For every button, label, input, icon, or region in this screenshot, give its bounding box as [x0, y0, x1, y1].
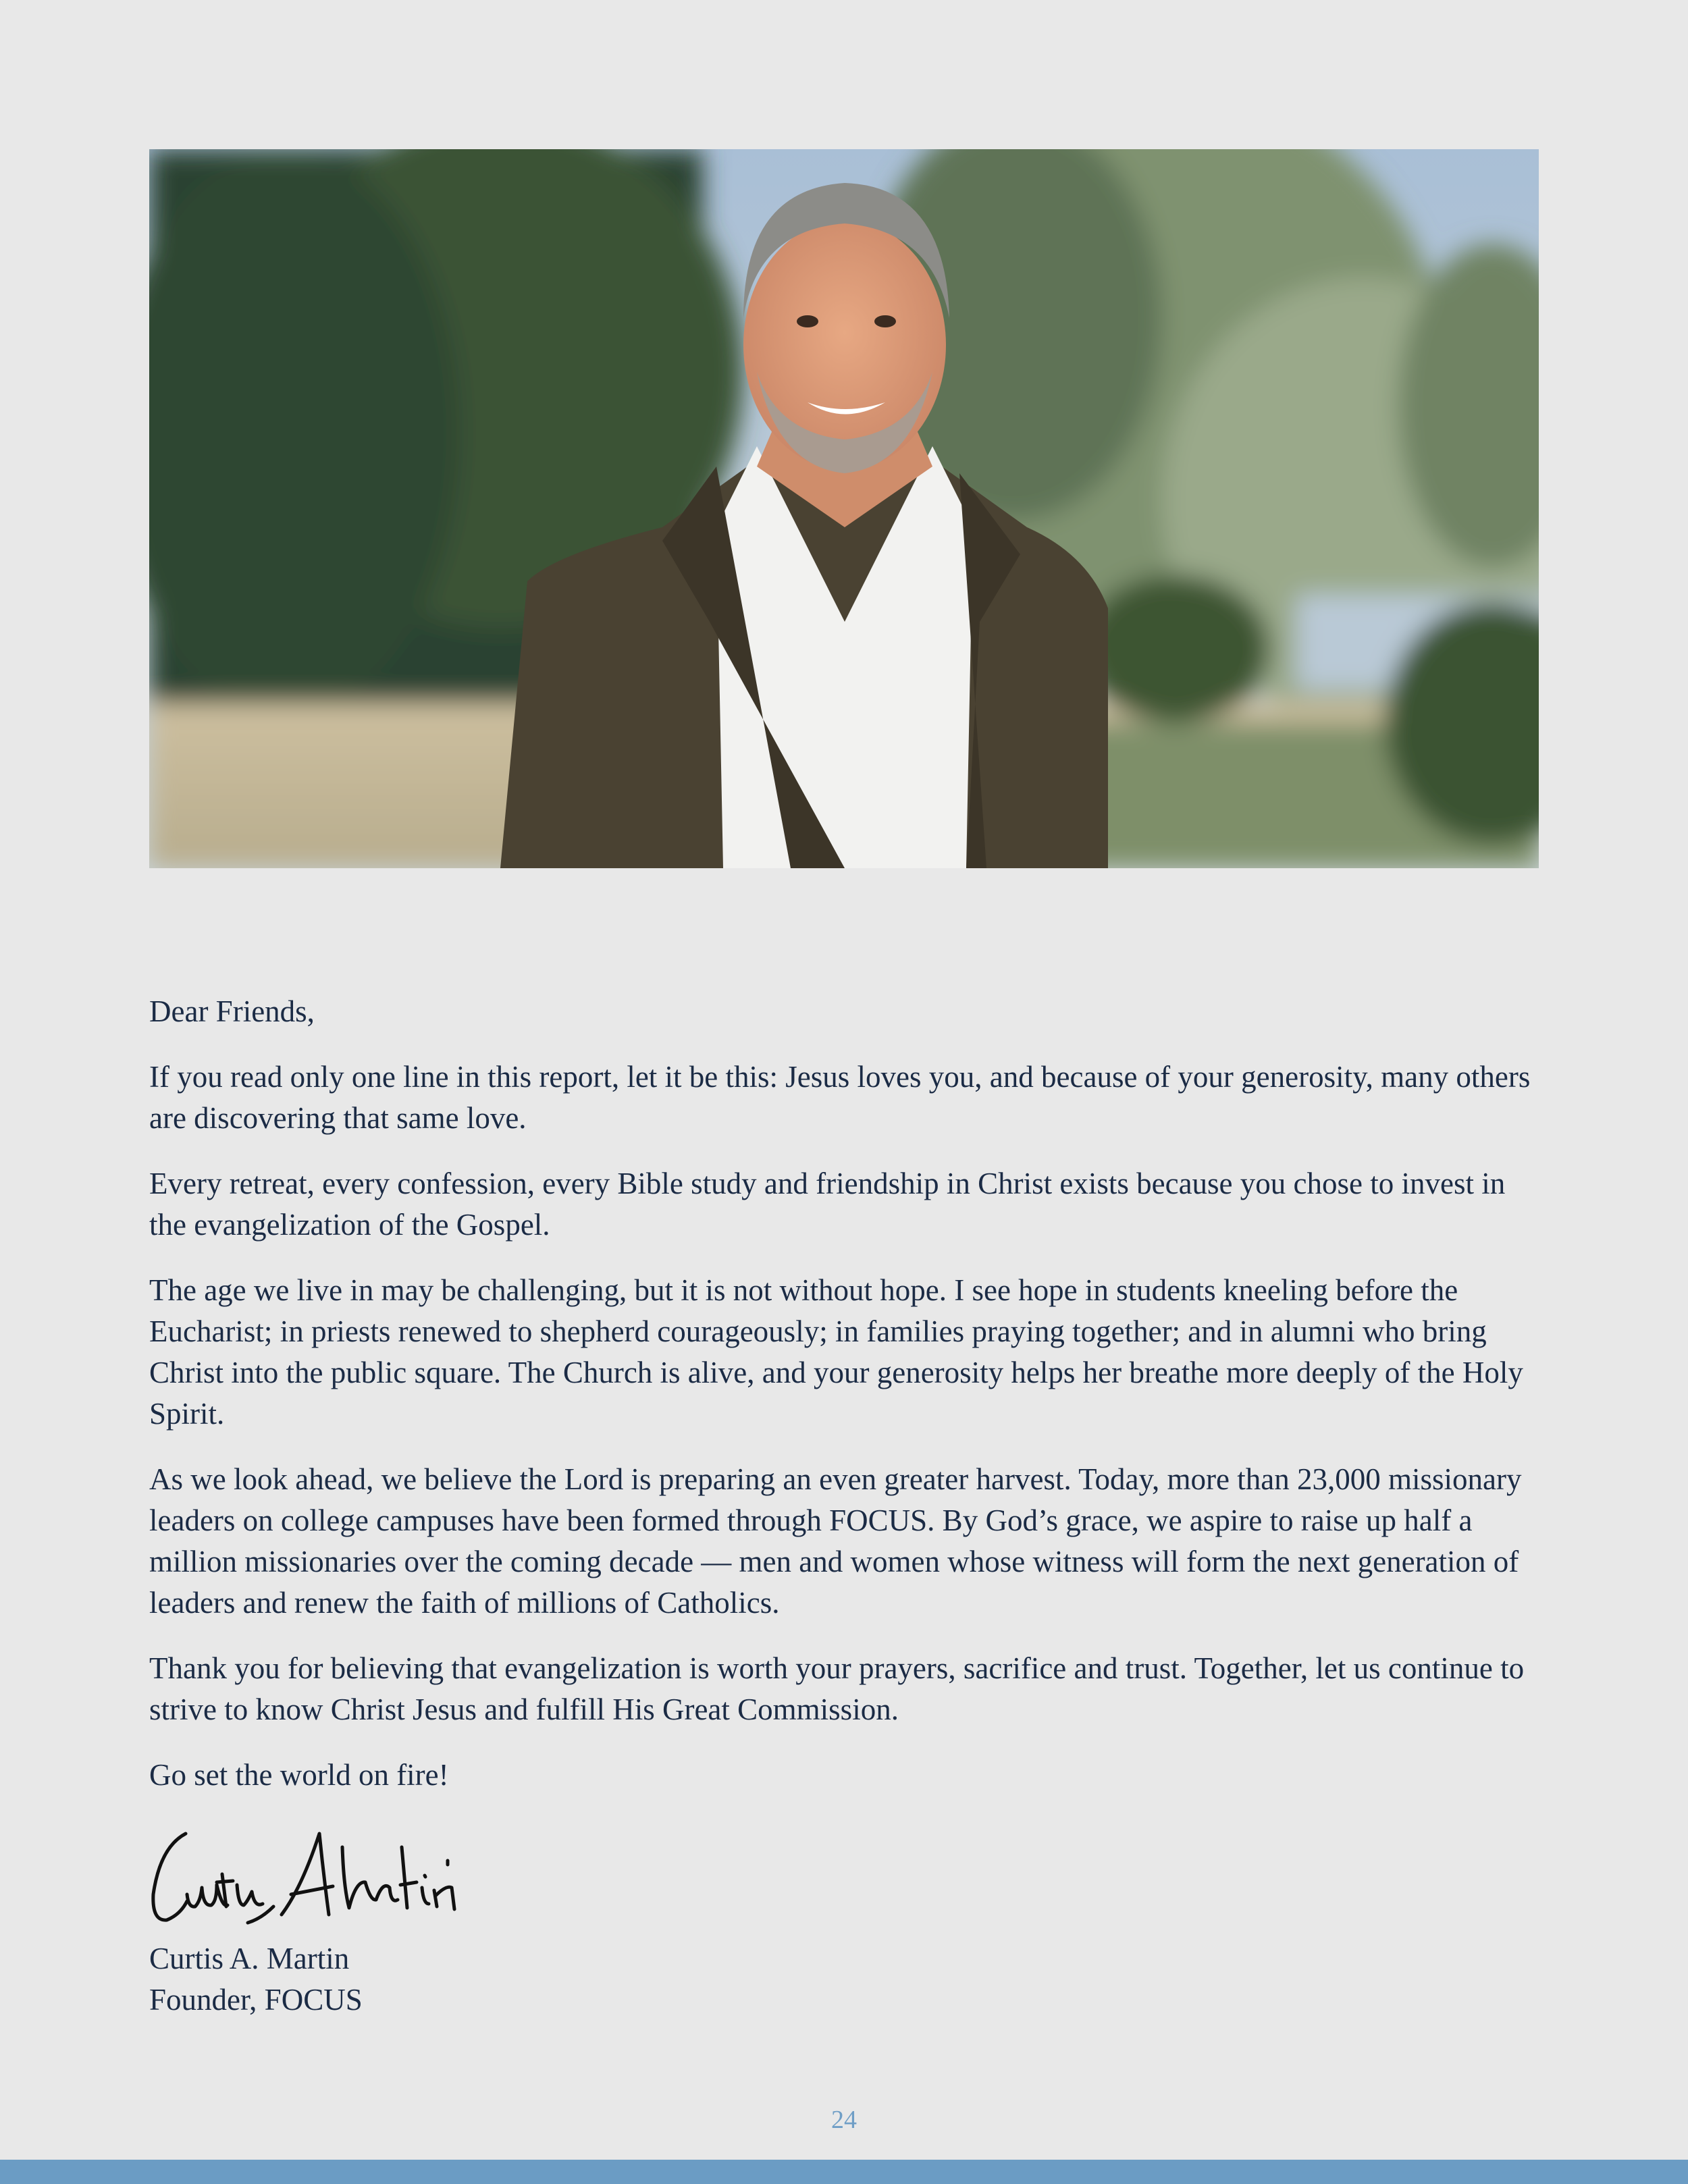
signer-name: Curtis A. Martin	[149, 1942, 350, 1975]
salutation: Dear Friends,	[149, 994, 315, 1028]
letter-paragraph: If you read only one line in this report, let it be this: Jesus loves you, and because of your generosity, many others are discovering that same love.	[149, 1060, 1531, 1135]
page-number: 24	[831, 2106, 857, 2134]
letter-paragraph: Thank you for believing that evangelization is worth your prayers, sacrifice and trust. Together, let us continue to strive to know Christ Jesus and fulfill His Great Commission.	[149, 1651, 1525, 1726]
footer-accent-bar	[0, 2160, 1688, 2184]
signature-image	[147, 1820, 471, 1932]
letter-paragraph: The age we live in may be challenging, but it is not without hope. I see hope in students kneeling before the Eucharist; in priests renewed to shepherd courageously; in families praying together; and in alumni who bring Christ into the public square. The Church is alive, and your generosity helps her breathe more deeply of the Holy Spirit.	[149, 1273, 1523, 1431]
closing-line: Go set the world on fire!	[149, 1758, 449, 1792]
letter-body	[149, 991, 1540, 2021]
letter-paragraph: As we look ahead, we believe the Lord is preparing an even greater harvest. Today, more than 23,000 missionary leaders on college campuses have been formed through FOCUS. By God’s grace, we aspire to raise up half a million missionaries over the coming decade — men and women whose witness will form the next generation of leaders and renew the faith of millions of Catholics.	[149, 1462, 1522, 1620]
portrait-photo	[149, 149, 1539, 868]
letter-paragraph: Every retreat, every confession, every Bible study and friendship in Christ exists because you chose to invest in the evangelization of the Gospel.	[149, 1167, 1506, 1242]
signer-title: Founder, FOCUS	[149, 1983, 363, 2017]
